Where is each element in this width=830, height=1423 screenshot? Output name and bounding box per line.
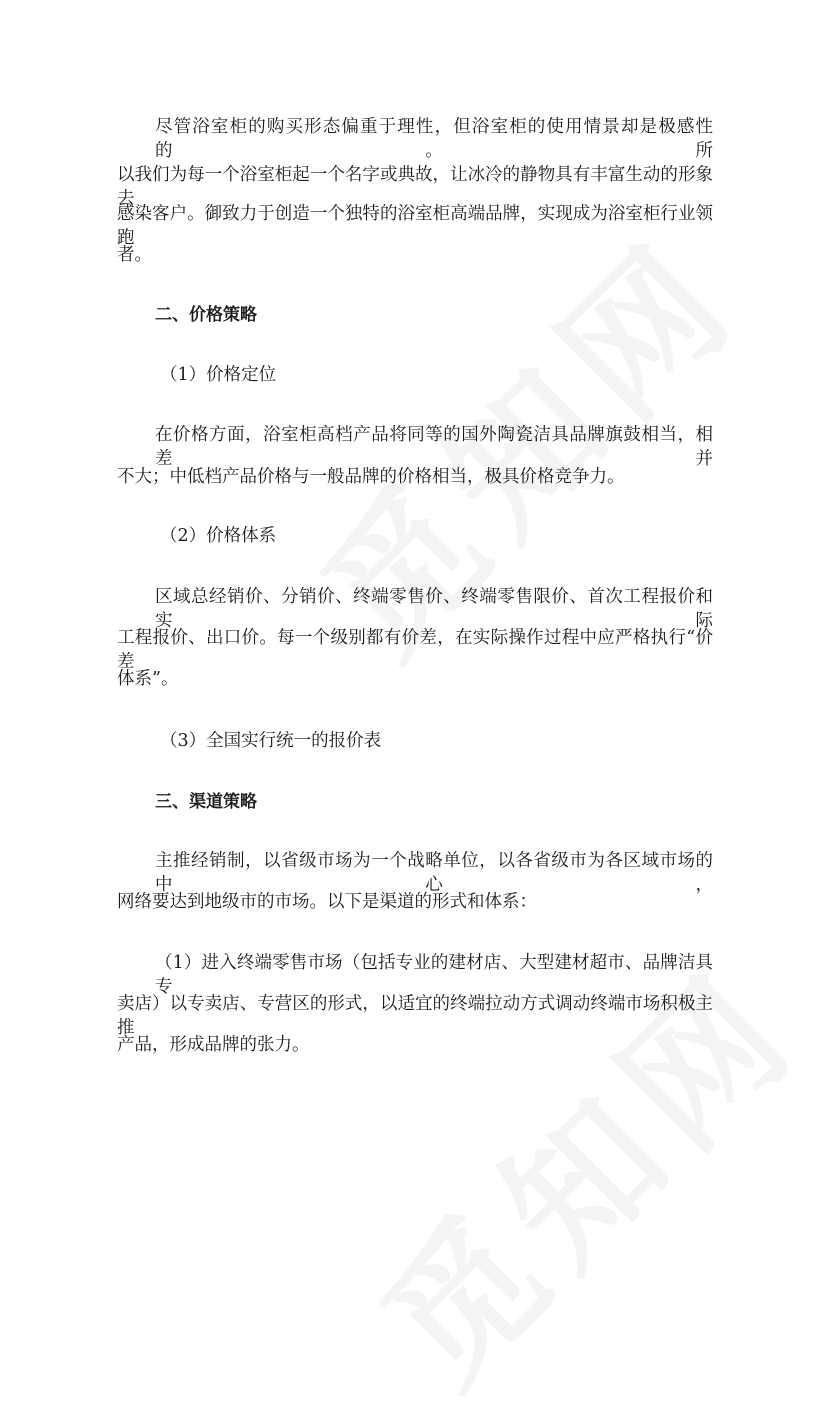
subsection-title: （1）价格定位 (160, 365, 277, 385)
paragraph-line: 卖店）以专卖店、专营区的形式，以适宜的终端拉动方式调动终端市场积极主推 (117, 994, 713, 1038)
paragraph-line: 感染客户。御致力于创造一个独特的浴室柜高端品牌，实现成为浴室柜行业领跑 (117, 204, 713, 248)
paragraph-line: 产品，形成品牌的张力。 (117, 1035, 310, 1055)
subsection-title: （2）价格体系 (160, 526, 277, 546)
paragraph-line: 体系”。 (117, 669, 179, 689)
paragraph-line: 者。 (117, 245, 152, 265)
paragraph-line: 尽管浴室柜的购买形态偏重于理性，但浴室柜的使用情景却是极感性的。所 (155, 117, 713, 161)
subsection-title: （3）全国实行统一的报价表 (160, 731, 382, 751)
paragraph-line: 在价格方面，浴室柜高档产品将同等的国外陶瓷洁具品牌旗鼓相当，相差并 (155, 425, 713, 469)
paragraph-line: 区域总经销价、分销价、终端零售价、终端零售限价、首次工程报价和实际 (155, 587, 713, 631)
paragraph-line: （1）进入终端零售市场（包括专业的建材店、大型建材超市、品牌洁具专 (155, 953, 713, 997)
paragraph-line: 工程报价、出口价。每一个级别都有价差，在实际操作过程中应严格执行“价差 (117, 628, 713, 672)
paragraph-line: 主推经销制，以省级市场为一个战略单位，以各省级市为各区域市场的中心， (155, 851, 713, 895)
paragraph-line: 网络要达到地级市的市场。以下是渠道的形式和体系： (117, 892, 537, 912)
paragraph-line: 以我们为每一个浴室柜起一个名字或典故，让冰冷的静物具有丰富生动的形象去 (117, 165, 713, 209)
section-heading-pricing: 二、价格策略 (155, 305, 257, 325)
paragraph-line: 不大；中低档产品价格与一般品牌的价格相当，极具价格竞争力。 (117, 467, 625, 487)
section-heading-channels: 三、渠道策略 (155, 792, 257, 812)
